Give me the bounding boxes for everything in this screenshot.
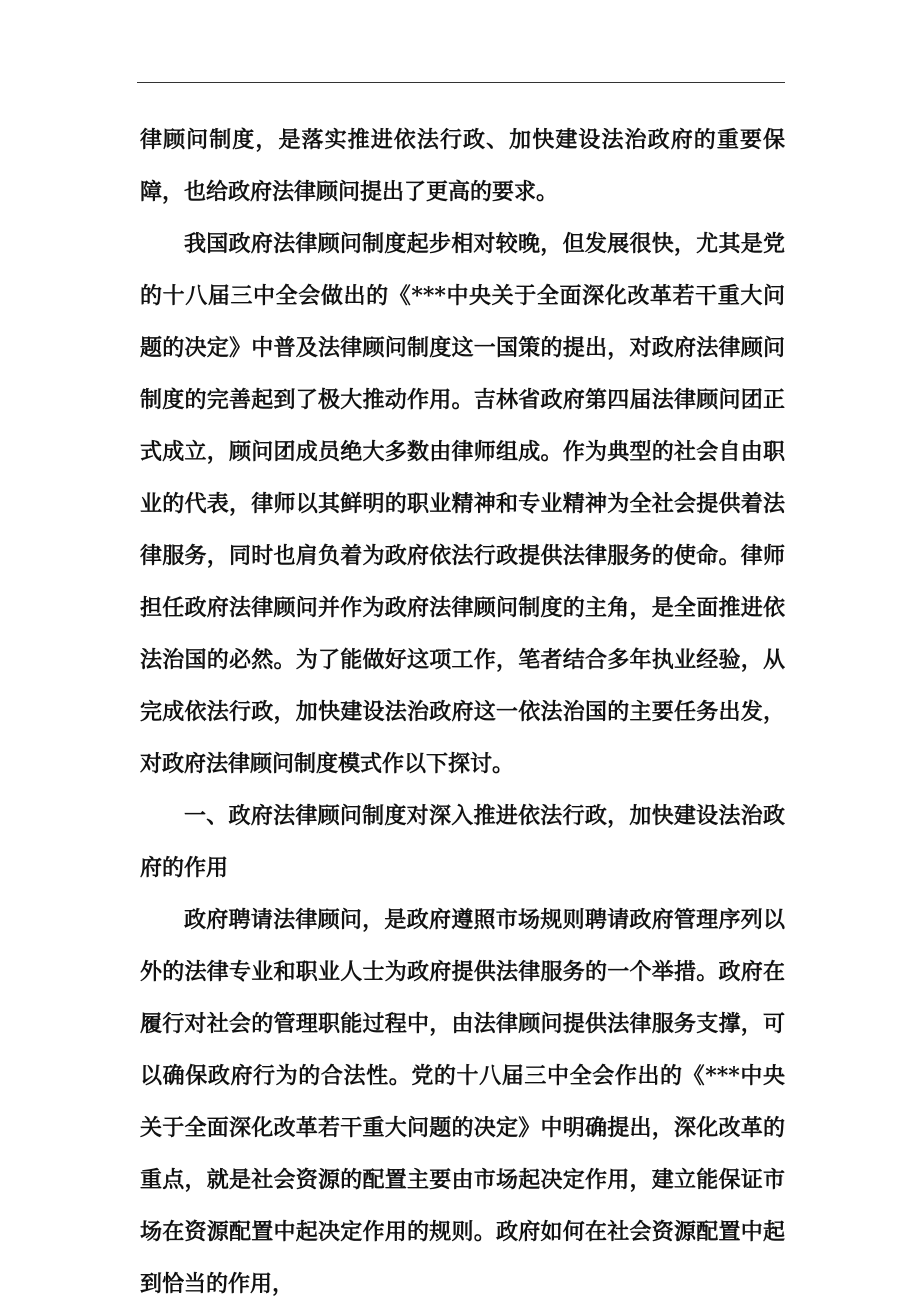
document-body (140, 114, 785, 1310)
paragraph-3: 政府聘请法律顾问，是政府遵照市场规则聘请政府管理序列以外的法律专业和职业人士为政府提供法律服务的一个举措。政府在履行对社会的管理职能过程中，由法律顾问提供法律服务支撑，可以确保政府行为的合法性。党的十八届三中全会作出的《***中央关于全面深化改革若干重大问题的决定》中明确提出，深化改革的重点，就是社会资源的配置主要由市场起决定作用，建立能保证市场在资源配置中起决定作用的规则。政府如何在社会资源配置中起到恰当的作用， (140, 907, 785, 1297)
paragraph-2: 我国政府法律顾问制度起步相对较晚，但发展很快，尤其是党的十八届三中全会做出的《***中央关于全面深化改革若干重大问题的决定》中普及法律顾问制度这一国策的提出，对政府法律顾问制度的完善起到了极大推动作用。吉林省政府第四届法律顾问团正式成立，顾问团成员绝大多数由律师组成。作为典型的社会自由职业的代表，律师以其鲜明的职业精神和专业精神为全社会提供着法律服务，同时也肩负着为政府依法行政提供法律服务的使命。律师担任政府法律顾问并作为政府法律顾问制度的主角，是全面推进依法治国的必然。为了能做好这项工作，笔者结合多年执业经验，从完成依法行政，加快建设法治政府这一依法治国的主要任务出发，对政府法律顾问制度模式作以下探讨。 (140, 231, 785, 777)
header-rule (137, 82, 785, 83)
paragraph-1: 律顾问制度，是落实推进依法行政、加快建设法治政府的重要保障，也给政府法律顾问提出了更高的要求。 (140, 127, 785, 205)
section-heading-1: 一、政府法律顾问制度对深入推进依法行政，加快建设法治政府的作用 (140, 803, 785, 881)
